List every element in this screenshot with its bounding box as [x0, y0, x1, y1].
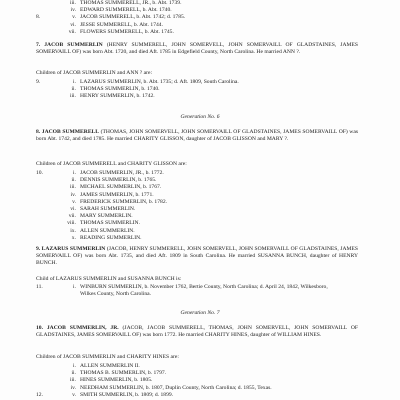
person-number: 11. [36, 284, 43, 290]
child-ordinal: vii. [68, 213, 76, 220]
child-ordinal: iii. [69, 0, 76, 6]
child-text: READING SUMMERLIN. [80, 234, 142, 241]
list-item-continuation [0, 291, 400, 298]
list-item [0, 206, 400, 213]
children-heading: Children of JACOB SUMMERLIN and CHARITY HINES are: [36, 354, 179, 360]
child-text: MARY SUMMERLIN. [80, 213, 133, 220]
entry-paragraph-9 [36, 246, 358, 268]
list-item [0, 213, 400, 220]
list-item [0, 377, 400, 384]
child-ordinal: v. [72, 198, 76, 205]
list-item [0, 363, 400, 370]
child-ordinal: iii. [69, 93, 76, 100]
generation-heading: Generation No. 7 [180, 310, 220, 316]
list-item [0, 0, 400, 7]
child-text: HINES SUMMERLIN, b. 1805. [80, 377, 153, 384]
child-text: MICHAEL SUMMERLIN, b. 1767. [80, 184, 162, 191]
child-text: THOMAS B. SUMMERLIN, b. 1797. [80, 370, 167, 377]
child-text: ALLEN SUMMERLIN II. [80, 363, 140, 369]
child-ordinal: iv. [70, 7, 76, 14]
child-ordinal: vii. [68, 28, 76, 35]
child-ordinal: iv. [70, 384, 76, 391]
child-text: FLOWERS SUMMERELL, b. Abt. 1745. [80, 28, 174, 35]
list-item [0, 370, 400, 377]
list-item [0, 22, 400, 29]
entry-lead: 7. JACOB SUMMERLIN [36, 42, 103, 48]
list-item [0, 29, 400, 36]
child-text: JACOB SUMMERELL, b. Abt. 1742; d. 1785. [80, 14, 186, 21]
child-ordinal: i. [73, 170, 76, 176]
entry-lead: 9. LAZARUS SUMMERLIN [36, 246, 106, 252]
list-item [0, 7, 400, 14]
entry-text: (JACOB, HENRY SUMMERELL, JOHN SOMERVELL, JOHN SOMERVAILL OF GLADSTAINES, JAMES SOMERVAILL OF) was born Abt. 1735, and died Aft. 1809 in South Carolina. He married SUSANNA BUNCH, daughter of HENRY BUNCH. [36, 246, 359, 267]
child-text: NEEDHAM SUMMERLIN, b. 1807, Duplin County, North Carolina; d. 1855, Texas. [80, 384, 272, 391]
child-text: THOMAS SUMMERLIN, b. 1740. [80, 86, 160, 93]
child-ordinal: i. [73, 363, 76, 369]
person-number: 10. [36, 170, 43, 176]
top-children-list [0, 0, 400, 36]
person-number: 9. [36, 79, 41, 85]
children-heading: Children of JACOB SUMMERELL and CHARITY GLISSON are: [36, 161, 187, 167]
child-ordinal: ii. [71, 86, 76, 93]
child-ordinal: i. [73, 284, 76, 290]
child-text: ALLEN SUMMERLIN. [80, 227, 135, 234]
list-item [0, 392, 400, 399]
child-ordinal: vi. [70, 21, 76, 28]
child-ordinal: iv. [70, 191, 76, 198]
list-item [0, 228, 400, 235]
child-text: SARAH SUMMERLIN. [80, 205, 136, 212]
child-text: Wilkes County, North Carolina. [80, 291, 152, 298]
child-text: JACOB SUMMERLIN, JR., b. 1772. [80, 170, 164, 176]
list-item [0, 385, 400, 392]
entry-text: (JACOB, JACOB SUMMERELL, THOMAS, JOHN SOMERVELL, JOHN SOMERVAILL OF GLADSTAINES, JAMES SOMERVAILL OF) was born 1772. He married CHARITY HINES, daughter of WILLIAM HINES. [36, 325, 359, 339]
child-text: HENRY SUMMERLIN, b. 1742. [80, 93, 155, 100]
entry-text: (THOMAS, JOHN SOMERVELL, JOHN SOMERVAILL OF GLADSTAINES, JAMES SOMERVAILL OF) was born Abt. 1742, and died 1785. He married CHARITY GLISSON, daughter of JACOB GLISSON and MARY ?. [36, 129, 359, 143]
list-item [0, 177, 400, 184]
child-ordinal: x. [71, 234, 76, 241]
child-ordinal: v. [72, 14, 76, 21]
entry-lead: 10. JACOB SUMMERLIN, JR. [36, 325, 119, 331]
entry-lead: 8. JACOB SUMMERELL [36, 129, 100, 135]
list-item [0, 235, 400, 242]
child-text: THOMAS SUMMERLIN. [80, 220, 140, 227]
child-text: FREDERICK SUMMERLIN, b. 1782. [80, 198, 168, 205]
list-item [0, 192, 400, 199]
list-item [0, 86, 400, 93]
child-text: DENNIS SUMMERLIN, b. 1765. [80, 177, 157, 184]
generation-heading: Generation No. 6 [180, 114, 220, 120]
child-ordinal: viii. [67, 220, 76, 227]
list-item [0, 93, 400, 100]
child-ordinal: iii. [69, 184, 76, 191]
child-heading: Child of LAZARUS SUMMERLIN and SUSANNA BUNCH is: [36, 276, 182, 282]
entry-text: (HENRY SUMMERELL, JOHN SOMERVELL, JOHN SOMERVAILL OF GLADSTAINES, JAMES SOMERVAILL OF) was born Abt. 1720, and died Aft. 1785 in Edgefield County, North Carolina. He married ANN ?. [36, 42, 358, 56]
list-item [0, 220, 400, 227]
entry-paragraph-8 [36, 129, 358, 143]
children-list [0, 284, 400, 298]
child-ordinal: ii. [71, 370, 76, 377]
children-list [0, 79, 400, 101]
person-number: 8. [36, 14, 41, 21]
child-text: EDWARD SUMMERELL, b. Abt. 1740. [80, 7, 172, 14]
list-item [0, 199, 400, 206]
children-list [0, 363, 400, 399]
child-ordinal: iii. [69, 377, 76, 384]
child-ordinal: i. [73, 79, 76, 85]
children-list [0, 170, 400, 242]
child-text: SMITH SUMMERLIN, b. 1809; d. 1899. [80, 391, 174, 398]
child-text: JAMES SUMMERLIN, b. 1771. [80, 191, 154, 198]
child-ordinal: vi. [70, 205, 76, 212]
list-item [0, 170, 400, 177]
child-text: JESSE SUMMERELL, b. Abt. 1744. [80, 21, 163, 28]
person-number: 12. [36, 391, 43, 398]
child-ordinal: ii. [71, 177, 76, 184]
entry-paragraph-7 [36, 42, 358, 56]
list-item [0, 14, 400, 21]
list-item [0, 284, 400, 291]
list-item [0, 184, 400, 191]
child-text: LAZARUS SUMMERLIN, b. Abt. 1735; d. Aft. 1809, South Carolina. [80, 79, 239, 85]
child-ordinal: v. [72, 391, 76, 398]
child-text: THOMAS SUMMERELL, JR., b. Abt. 1739. [80, 0, 182, 6]
children-heading: Children of JACOB SUMMERLIN and ANN ? are: [36, 70, 153, 76]
child-ordinal: ix. [70, 227, 76, 234]
entry-paragraph-10 [36, 325, 358, 339]
list-item [0, 79, 400, 86]
child-text: WINBURN SUMMERLIN, b. November 1762, Bertie County, North Carolina; d. April 24, 1842, Wilkesboro, [80, 284, 328, 290]
